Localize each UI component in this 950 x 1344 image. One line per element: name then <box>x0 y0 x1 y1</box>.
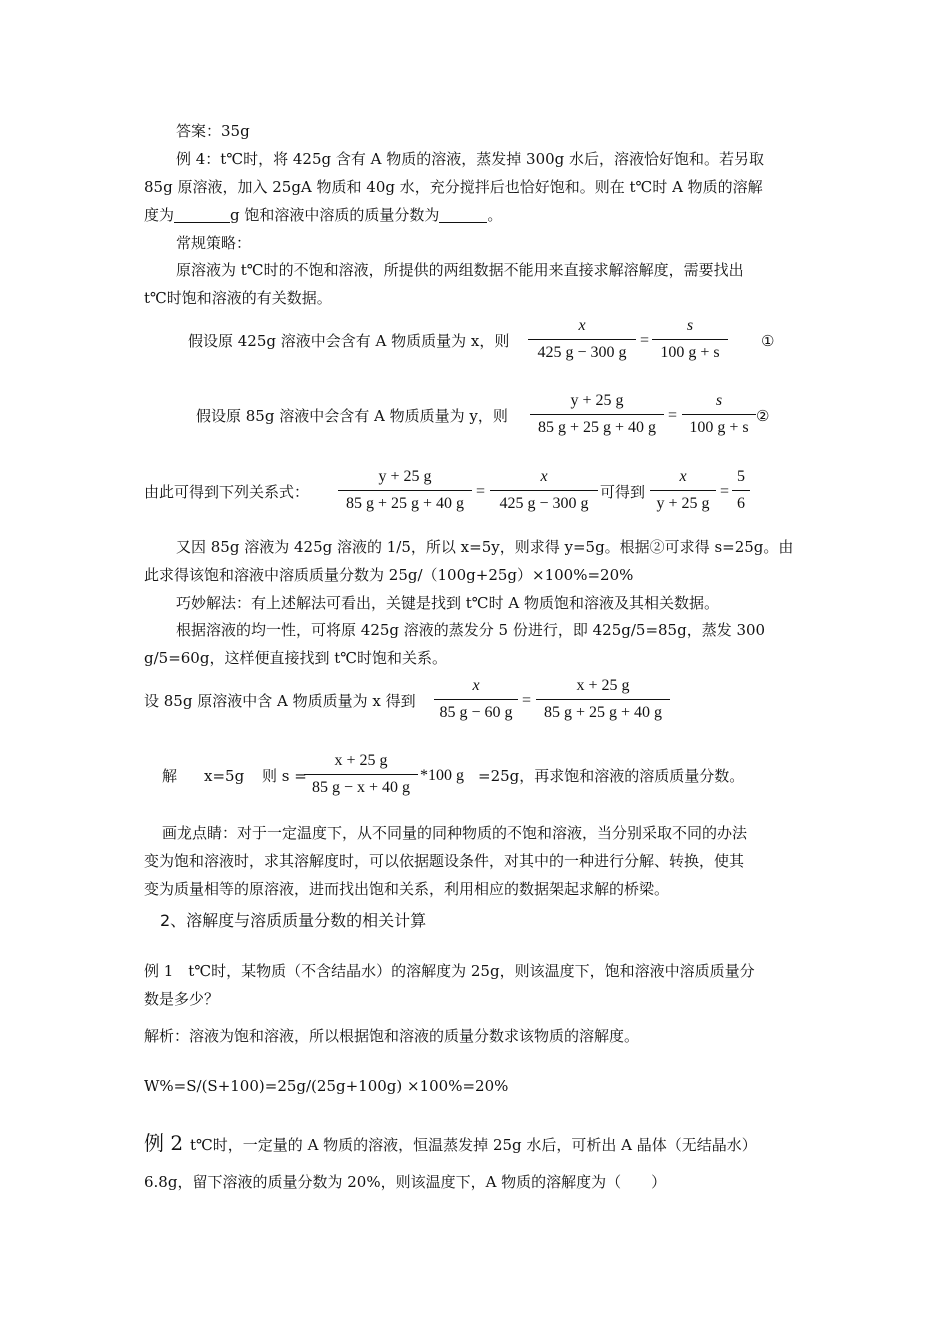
eq4-left-fraction <box>434 676 518 723</box>
denominator: 85 g + 25 g + 40 g <box>537 419 657 436</box>
analysis-line: 解析：溶液为饱和溶液，所以根据饱和溶液的质量分数求该物质的溶解度。 <box>144 1027 640 1045</box>
text: g 饱和溶液中溶质的质量分数为 <box>230 206 440 224</box>
example2-line2: 6.8g，留下溶液的质量分数为 20%，则该温度下，A 物质的溶解度为（ ） <box>144 1173 667 1191</box>
eq5-s-label: 则 s = <box>262 767 307 785</box>
example2-label: 例 2 <box>144 1131 184 1155</box>
summary-line1: 画龙点睛：对于一定温度下，从不同量的同种物质的不饱和溶液，当分别采取不同的办法 <box>162 824 748 842</box>
eq1-text: 假设原 425g 溶液中会含有 A 物质质量为 x，则 <box>188 332 510 350</box>
denominator: 85 g + 25 g + 40 g <box>543 704 663 721</box>
eq5-multiplier: *100 g <box>420 767 464 784</box>
denominator: 100 g + s <box>660 344 720 361</box>
denominator: 85 g + 25 g + 40 g <box>345 495 465 512</box>
eq5-fraction <box>304 751 418 798</box>
example4-line2: 85g 原溶液，加入 25gA 物质和 40g 水，充分搅拌后也恰好饱和。则在 t℃时 A 物质的溶解 <box>144 178 763 196</box>
summary-line3: 变为质量相等的原溶液，进而找出饱和关系，利用相应的数据架起求解的桥梁。 <box>144 880 670 898</box>
eq3-fraction-a <box>338 467 472 514</box>
eq5-result-text: =25g，再求饱和溶液的溶质质量分数。 <box>478 767 745 785</box>
eq2-mark: ② <box>756 407 770 425</box>
paragraph-line: g/5=60g，这样便直接找到 t℃时饱和关系。 <box>144 649 448 667</box>
eq1-left-fraction <box>528 316 636 363</box>
eq5-x-value: x=5g <box>204 767 245 785</box>
example4-line1: 例 4：t℃时，将 425g 含有 A 物质的溶液，蒸发掉 300g 水后，溶液恰好饱和。若另取 <box>176 150 765 168</box>
numerator: 5 <box>737 468 745 485</box>
eq2-text: 假设原 85g 溶液中会含有 A 物质质量为 y，则 <box>196 407 508 425</box>
example4-line3 <box>144 205 502 225</box>
example1-line2: 数是多少？ <box>144 990 220 1008</box>
numerator: x <box>540 468 548 485</box>
eq3-fraction-c <box>650 467 716 514</box>
paragraph-line: 此求得该饱和溶液中溶质质量分数为 25g/（100g+25g）×100%=20% <box>144 566 634 584</box>
numerator: x + 25 g <box>334 752 388 769</box>
denominator: 100 g + s <box>689 419 749 436</box>
eq2-left-fraction <box>530 391 664 438</box>
paragraph-line: 又因 85g 溶液为 425g 溶液的 1/5，所以 x=5y，则求得 y=5g。根据②可求得 s=25g。由 <box>176 538 794 556</box>
eq3-fraction-d <box>732 467 750 514</box>
equals-sign: = <box>720 483 730 500</box>
denominator: 85 g − x + 40 g <box>311 779 411 796</box>
numerator: s <box>686 317 694 334</box>
equals-sign: = <box>668 407 678 424</box>
example1-line1: 例 1 t℃时，某物质（不含结晶水）的溶解度为 25g，则该温度下，饱和溶液中溶质质量分 <box>144 962 755 980</box>
eq1-right-fraction <box>652 316 728 363</box>
formula-line: W%=S/(S+100)=25g/(25g+100g) ×100%=20% <box>144 1077 509 1095</box>
equals-sign: = <box>640 332 650 349</box>
numerator: y + 25 g <box>378 468 432 485</box>
eq1-mark: ① <box>761 332 775 350</box>
denominator: 6 <box>737 495 745 512</box>
eq4-text: 设 85g 原溶液中含 A 物质质量为 x 得到 <box>144 692 416 710</box>
text: 。 <box>487 206 503 224</box>
strategy-line2: t℃时饱和溶液的有关数据。 <box>144 289 332 307</box>
equals-sign: = <box>522 692 532 709</box>
summary-line2: 变为饱和溶液时，求其溶解度时，可以依据题设条件，对其中的一种进行分解、转换，使其 <box>144 852 745 870</box>
section-heading: 2、溶解度与溶质质量分数的相关计算 <box>160 911 427 930</box>
eq2-right-fraction <box>682 391 756 438</box>
clever-method-line: 巧妙解法：有上述解法可看出，关键是找到 t℃时 A 物质饱和溶液及其相关数据。 <box>176 594 719 612</box>
eq3-mid-text: 可得到 <box>600 483 646 501</box>
numerator: x <box>472 677 480 694</box>
example2-line1: t℃时，一定量的 A 物质的溶液，恒温蒸发掉 25g 水后，可析出 A 晶体（无结晶水） <box>190 1136 757 1154</box>
denominator: 85 g − 60 g <box>439 704 513 721</box>
eq5-label: 解 <box>162 767 178 785</box>
text: 度为 <box>144 206 175 224</box>
equals-sign: = <box>476 483 486 500</box>
strategy-heading: 常规策略： <box>176 234 252 252</box>
eq3-text: 由此可得到下列关系式： <box>144 483 310 501</box>
answer-blank-2 <box>439 206 487 223</box>
paragraph-line: 根据溶液的均一性，可将原 425g 溶液的蒸发分 5 份进行，即 425g/5=85g，蒸发 300 <box>176 621 766 639</box>
numerator: y + 25 g <box>570 392 624 409</box>
denominator: 425 g − 300 g <box>499 495 589 512</box>
eq3-fraction-b <box>490 467 598 514</box>
strategy-line1: 原溶液为 t℃时的不饱和溶液，所提供的两组数据不能用来直接求解溶解度，需要找出 <box>176 261 744 279</box>
numerator: x <box>679 468 687 485</box>
numerator: x + 25 g <box>576 677 630 694</box>
denominator: y + 25 g <box>656 495 710 512</box>
numerator: x <box>578 317 586 334</box>
answer-blank-1 <box>174 206 230 223</box>
numerator: s <box>715 392 723 409</box>
eq4-right-fraction <box>536 676 670 723</box>
answer-line: 答案：35g <box>176 122 250 140</box>
denominator: 425 g − 300 g <box>537 344 627 361</box>
